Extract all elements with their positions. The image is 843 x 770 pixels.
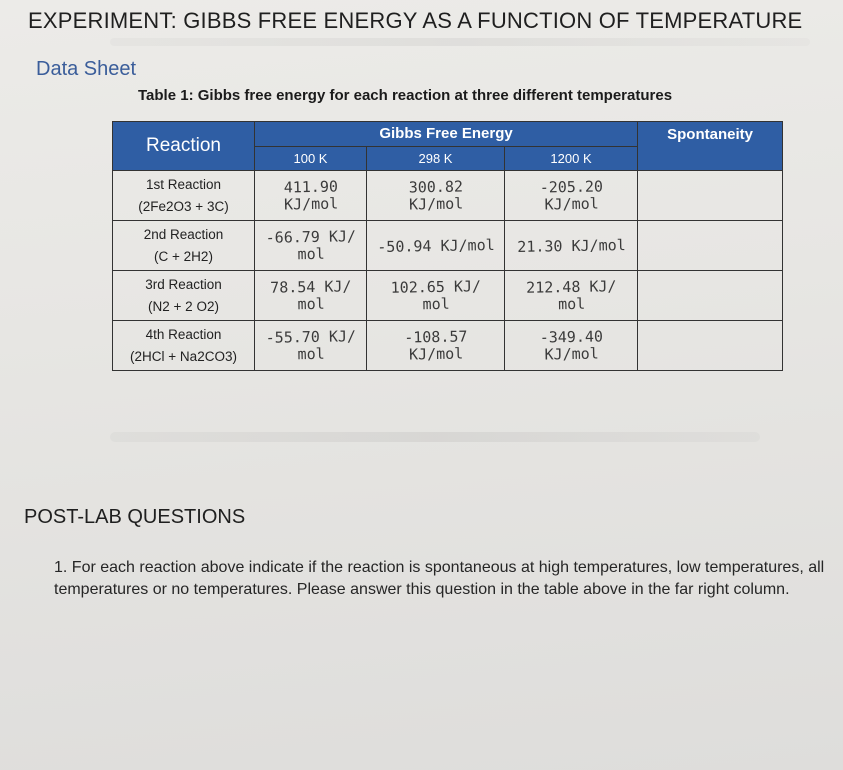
handwritten-value: -66.79 KJ/	[265, 226, 356, 247]
handwritten-value: 21.30 KJ/mol	[516, 235, 626, 255]
header-temp-100k: 100 K	[255, 146, 367, 171]
page-title: EXPERIMENT: GIBBS FREE ENERGY AS A FUNCTION OF TEMPERATURE	[28, 8, 803, 33]
table-row	[113, 221, 783, 271]
handwritten-value: 411.90	[283, 177, 338, 196]
handwritten-value: -108.57	[403, 326, 468, 347]
reaction-cell	[113, 271, 255, 321]
handwritten-unit: mol	[421, 294, 450, 313]
value-1200k-cell[interactable]	[504, 269, 638, 321]
value-100k-cell[interactable]	[254, 170, 367, 222]
handwritten-value: 78.54 KJ/	[269, 276, 352, 297]
handwritten-unit: mol	[557, 294, 585, 313]
post-lab-heading: POST-LAB QUESTIONS	[24, 506, 246, 528]
handwritten-unit: KJ/mol	[408, 344, 463, 363]
handwritten-unit: KJ/mol	[408, 194, 463, 213]
reaction-name: 3rd Reaction	[145, 276, 222, 292]
reaction-name: 2nd Reaction	[143, 226, 224, 242]
reaction-cell	[113, 171, 255, 221]
header-temp-1200k: 1200 K	[505, 146, 638, 171]
handwritten-value: -205.20	[539, 176, 603, 197]
handwritten-value: -349.40	[539, 326, 603, 347]
value-1200k-cell[interactable]	[504, 169, 638, 221]
spontaneity-cell[interactable]	[637, 169, 783, 222]
handwritten-value: 212.48 KJ/	[525, 276, 617, 297]
table-caption: Table 1: Gibbs free energy for each reaction at three different temperatures	[138, 87, 673, 104]
handwritten-unit: KJ/mol	[543, 194, 599, 213]
value-298k-cell[interactable]	[366, 169, 505, 221]
spontaneity-cell[interactable]	[637, 219, 783, 272]
bleed-through-text	[110, 38, 810, 46]
reaction-formula: (N2 + 2 O2)	[148, 298, 219, 314]
reaction-formula: (2Fe2O3 + 3C)	[138, 198, 229, 214]
value-1200k-cell[interactable]	[504, 319, 638, 371]
handwritten-unit: KJ/mol	[283, 194, 338, 213]
handwritten-unit: mol	[296, 244, 325, 263]
header-reaction: Reaction	[113, 122, 255, 171]
handwritten-value: 300.82	[408, 177, 463, 196]
value-298k-cell[interactable]	[366, 269, 505, 321]
table-row	[113, 271, 783, 321]
spontaneity-cell[interactable]	[637, 269, 783, 322]
reaction-cell	[113, 221, 255, 271]
handwritten-unit: mol	[296, 344, 325, 363]
spontaneity-cell[interactable]	[637, 319, 783, 372]
value-100k-cell[interactable]	[254, 320, 367, 372]
gibbs-energy-table	[112, 121, 783, 371]
value-1200k-cell[interactable]	[504, 219, 638, 271]
value-100k-cell[interactable]	[254, 220, 367, 272]
section-heading: Data Sheet	[36, 58, 137, 80]
bleed-through-text	[110, 432, 760, 442]
value-100k-cell[interactable]	[254, 270, 367, 322]
reaction-name: 4th Reaction	[145, 326, 222, 342]
table-row	[113, 321, 783, 371]
table-row	[113, 171, 783, 221]
header-temp-298k: 298 K	[367, 146, 505, 171]
handwritten-value: -55.70 KJ/	[265, 326, 356, 347]
reaction-name: 1st Reaction	[145, 176, 222, 192]
handwritten-unit: KJ/mol	[543, 344, 599, 363]
value-298k-cell[interactable]	[366, 219, 505, 271]
header-gibbs-free-energy: Gibbs Free Energy	[255, 122, 638, 147]
value-298k-cell[interactable]	[366, 319, 505, 371]
reaction-cell	[113, 321, 255, 371]
handwritten-value: 102.65 KJ/	[390, 276, 481, 297]
handwritten-unit: mol	[296, 294, 325, 313]
question-1: 1. For each reaction above indicate if the reaction is spontaneous at high temperatures, low temperatures, all temperatures or no temperatures. Please answer this question in the table above in the far right column.	[54, 559, 825, 598]
header-spontaneity: Spontaneity	[638, 122, 783, 171]
reaction-formula: (2HCl + Na2CO3)	[130, 348, 237, 364]
reaction-formula: (C + 2H2)	[154, 248, 213, 264]
handwritten-value: -50.94 KJ/mol	[376, 234, 495, 256]
